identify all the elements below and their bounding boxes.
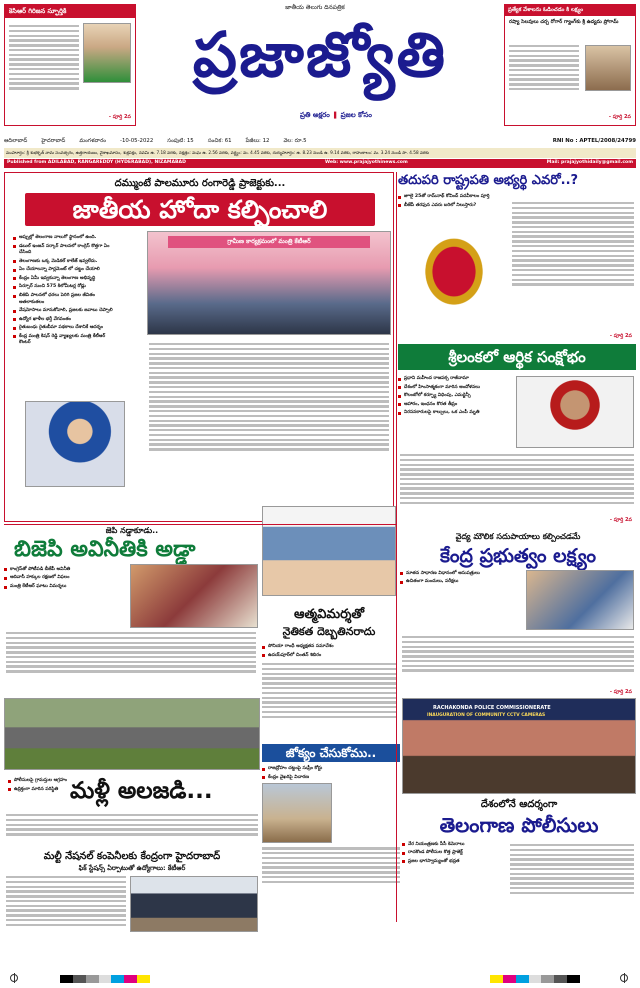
bullet-item: కొలంబోలో కర్ఫ్యూ విధింపు, ఎమర్జెన్సీ — [398, 393, 510, 399]
again-story — [4, 698, 260, 848]
slogan-flame-icon: ❚ — [332, 111, 339, 119]
bullet-item: రైతుబంధు రైతుబీమా పథకాలు దేశానికే ఆదర్శం — [13, 325, 113, 331]
lead-photo — [147, 231, 391, 335]
color-bar — [490, 975, 580, 983]
joke-body — [262, 847, 400, 883]
bullet-item: నేర నియంత్రణకు సీసీ కెమెరాలు — [402, 842, 502, 848]
bullet-item: కేంద్రం ఏమీ ఇవ్వకున్నా తెలంగాణ అభివృద్ధి — [13, 276, 113, 282]
medical-footer: - పూర్తి 2వ — [609, 689, 632, 696]
left-box-title: కెసిఆర్ గిరిజన స్ఫూర్తికి — [5, 5, 135, 18]
police-headline: తెలంగాణ పోలీసులు — [439, 812, 599, 837]
masthead-slogan — [300, 111, 500, 120]
published-from: Published from ADILABAD, RANGAREDDY (HYDERABAD), NIZAMABAD — [7, 160, 186, 165]
bjp-bullets — [4, 567, 124, 591]
bullet-item: వేషమోసాలు మానుకోవాలి, ప్రజలకు జవాబు చెప్పాలి — [13, 308, 113, 314]
bullet-item: నిరసనకారులపై కాల్పులు, ఒక ఎంపీ మృతి — [398, 410, 510, 416]
bullet-item: రాజద్రోహం చట్టంపై సుప్రీం కోర్టు — [262, 766, 400, 772]
almanac-strip: ముహూర్తం: శ్రీ శుభకృత్ నామ సంవత్సరం, ఉత్తరాయణం, వైశాఖమాసం, శుక్లపక్షం, నవమి ఉ. 7.18 వరకు, నక్షత్రం: మఘ ఉ. 2.56 వరకు, వర్జ్యం: మ. 4.45 వరకు, దుర్ముహూర్తం: ఉ. 8.23 నుండి ఉ. 9.14 వరకు, రాహుకాలం: మ. 3.24 నుండి సా. 4.58 వరకు — [4, 148, 636, 158]
sonia-photo — [262, 506, 396, 596]
column-rule — [4, 524, 396, 525]
bjp-photo — [130, 564, 258, 628]
slogan-right: ప్రజల కోసం — [340, 111, 372, 119]
lead-kicker: దమ్ముంటే పాలమూరు రంగారెడ్డి ప్రాజెక్టుకు... — [114, 178, 286, 189]
wall-photo — [4, 698, 260, 770]
info-rni: RNI No : APTEL/2008/24799 — [552, 138, 636, 145]
bullet-item: కేంద్రం వైఖరిపై విచారణ — [262, 775, 400, 781]
info-date: -10-05-2022 — [120, 138, 154, 145]
bullet-item: ప్రజల భాగస్వామ్యంతో భద్రత — [402, 859, 502, 865]
website-link[interactable]: Web: www.prajajyothinews.com — [324, 160, 408, 165]
bullet-item: కాంగ్రెస్‌తో పోటీపడి బీజేపీ అవినీతి — [4, 567, 124, 573]
color-bar — [60, 975, 150, 983]
masthead-right-box — [504, 4, 636, 126]
info-edition: ఆదిలాబాద్ — [4, 138, 28, 145]
registration-mark — [620, 974, 628, 982]
police-body — [510, 844, 634, 897]
police-bullets — [402, 842, 502, 866]
court-photo — [262, 783, 332, 843]
congress-bullets — [262, 644, 396, 659]
joke-story — [262, 744, 400, 926]
president-headline: తదుపరి రాష్ట్రపతి అభ్యర్థి ఎవరో..? — [398, 173, 579, 188]
bullet-item: ఉద్రిక్తంగా మారిన పరిస్థితి — [8, 787, 68, 793]
right-box-footer: - పూర్తి 2వ — [608, 114, 631, 121]
national-sub: ఫిక్ స్టేషన్స్ ఏర్పాటుతో ఉద్యోగాలు: కేటీఆర్ — [78, 864, 186, 872]
slogan-left: ప్రతి అక్షరం — [300, 111, 330, 119]
bullet-item: బీజేపీ తరఫున ఎవరు బరిలో నిలుస్తారు? — [398, 203, 508, 209]
bullet-item: కేంద్ర మంత్రి కిషన్ రెడ్డి వ్యాఖ్యలకు మంత్రి కేటీఆర్ కౌంటర్ — [13, 334, 113, 347]
srilanka-body — [400, 454, 634, 507]
info-pages: పేజీలు: 12 — [245, 138, 270, 145]
medical-photo — [526, 570, 634, 630]
left-box-footer: - పూర్తి 2వ — [108, 114, 131, 121]
again-headline: మళ్లీ అలజడి... — [70, 778, 213, 804]
again-bullets — [8, 778, 68, 795]
medical-story — [400, 532, 636, 696]
email-link[interactable]: Mail: prajajyothidaily@gmail.com — [546, 160, 633, 165]
bullet-item: దేశంలో హింసాత్మకంగా మారిన ఆందోళనలు — [398, 385, 510, 391]
srilanka-story — [398, 344, 636, 528]
president-bullets — [398, 194, 508, 209]
medical-bullets — [400, 571, 510, 586]
ktr-photo — [25, 401, 125, 487]
info-city: హైదరాబాద్ — [41, 138, 66, 145]
bullet-item: ఏం చేయాలన్నా పార్లమెంట్ లో చట్టం చేయాలి — [13, 267, 113, 273]
congress-body — [262, 663, 396, 718]
bjp-kicker: జెపి నడ్డాకూడు.. — [105, 526, 159, 535]
lead-photo-banner: గ్రామీణ కార్యక్రమంలో మంత్రి కేటీఆర్ — [168, 236, 370, 248]
masthead-left-box — [4, 4, 136, 126]
info-volume: సంపుటి: 15 — [167, 138, 194, 145]
info-bar — [4, 137, 636, 147]
bullet-item: సోనియా గాంధీ అధ్యక్షతన సమావేశం — [262, 644, 396, 650]
lead-story — [4, 172, 394, 522]
bullet-item: సిర్పూర్ నుంచి 575 కిలోమీటర్ల రోడ్లు — [13, 284, 113, 290]
bullet-item: ఉద్యోగ ఖాళీల భర్తీ వేగవంతం — [13, 317, 113, 323]
medical-body — [402, 636, 634, 674]
president-footer: - పూర్తి 2వ — [609, 333, 632, 340]
bullet-item: నూతన సాధారణ విధానంలో ఆసుపత్రులు — [400, 571, 510, 577]
publication-strip — [4, 159, 636, 168]
bullet-item: రాచకొండ పోలీసుల కొత్త ప్రాజెక్ట్ — [402, 850, 502, 856]
national-story — [4, 850, 260, 974]
masthead-tagline: జాతీయ తెలుగు దినపత్రిక — [285, 4, 345, 11]
registration-mark — [10, 974, 18, 982]
bjp-story — [4, 526, 260, 694]
bullet-item: జూలై 25తో రామ్‌నాథ్ కోవింద్ పదవీకాలం పూర్తి — [398, 194, 508, 200]
congress-headline-2: నైతికత దెబ్బతినరాదు — [282, 625, 376, 638]
lead-body — [149, 343, 389, 453]
national-body — [6, 876, 126, 929]
medical-kicker: వైద్య మౌలిక సదుపాయాలు కల్పించడమే — [455, 532, 581, 541]
president-story — [398, 172, 636, 342]
leader-photo — [585, 45, 631, 91]
bullet-item: ఉచితంగా మందులు, పరీక్షలు — [400, 579, 510, 585]
masthead-title: ప్రజాజ్యోతి — [192, 18, 448, 91]
bullet-item: ప్రధాని మహీంద రాజపక్స రాజీనామా — [398, 376, 510, 382]
bjp-body — [6, 632, 256, 675]
bullet-item: ఆదివాసీ హక్కుల రక్షణలో విఫలం — [4, 575, 124, 581]
congress-headline-1: ఆత్మవిమర్శతో — [293, 607, 365, 622]
right-box-title: ప్రత్యేక వేశాలను ఓడించడం కి లక్ష్యం — [505, 5, 635, 16]
politician-photo — [83, 23, 131, 83]
bjp-headline: బిజెపి అవినీతికి అడ్డా — [14, 536, 196, 562]
police-banner: RACHAKONDA POLICE COMMISSIONERATE — [433, 705, 551, 711]
bullet-item: తెలంగాణకు ఒక్క మెడికల్ కాలేజ్ ఇవ్వలేదు. — [13, 259, 113, 265]
srilanka-footer: - పూర్తి 2వ — [609, 517, 632, 524]
medical-headline: కేంద్ర ప్రభుత్వం లక్ష్యం — [440, 544, 596, 567]
again-body — [6, 814, 258, 838]
info-issue: సంచిక: 61 — [207, 138, 232, 145]
bullet-item: ఉదయ్‌పూర్‌లో చింతన్ శిబిరం — [262, 653, 396, 659]
column-rule — [396, 172, 397, 922]
police-story — [402, 698, 636, 928]
bullet-item: డబుల్ ఇంజన్ సర్కార్ పాలనలో కాంగ్రెస్ కొత్తగా ఏం చేసింది — [13, 244, 113, 257]
bullet-item: ఆహారం, ఇంధనం కొరత తీవ్రం — [398, 402, 510, 408]
lead-headline: జాతీయ హోదా కల్పించాలి — [25, 193, 375, 226]
national-headline: మల్టీ నేషనల్ కంపెనీలకు కేంద్రంగా హైదరాబాద్ — [43, 851, 221, 862]
masthead — [0, 0, 640, 136]
right-box-sub: రష్యా సెలవులు చర్చ రోగార్ గ్యాంగ్‌కు శ్రీ ఉద్యమ ప్రోగామ్ — [509, 19, 619, 26]
info-price: వెల: రూ.5 — [283, 138, 307, 145]
srilanka-headline: శ్రీలంకలో ఆర్థిక సంక్షోభం — [398, 344, 636, 370]
national-photo — [130, 876, 258, 932]
lead-bullets — [13, 235, 113, 349]
police-banner-sub: INAUGURATION OF COMMUNITY CCTV CAMERAS — [427, 713, 546, 718]
srilanka-bullets — [398, 376, 510, 417]
rajapaksa-photo — [516, 376, 634, 448]
info-day: మంగళవారం — [79, 138, 106, 145]
joke-bullets — [262, 766, 400, 781]
police-kicker: దేశంలోనే ఆదర్శంగా — [480, 799, 558, 810]
bullet-item: పోలీసులపై గ్రామస్తుల ఆగ్రహం — [8, 778, 68, 784]
police-photo — [402, 698, 636, 794]
joke-headline: జోక్యం చేసుకోము.. — [262, 744, 400, 762]
bullet-item: అప్పుల్లో తెలంగాణ నాలుగో స్థానంలో ఉంది. — [13, 235, 113, 241]
president-body — [512, 202, 634, 288]
bullet-item: బిజెపి పాలనలో ధరలు పెరిగి ప్రజల జీవితం అతలాకుతలం — [13, 293, 113, 306]
throne-illustration — [404, 214, 504, 310]
bullet-item: మంత్రి కేటీఆర్ ఘాటు విమర్శలు — [4, 584, 124, 590]
congress-story — [262, 506, 396, 742]
